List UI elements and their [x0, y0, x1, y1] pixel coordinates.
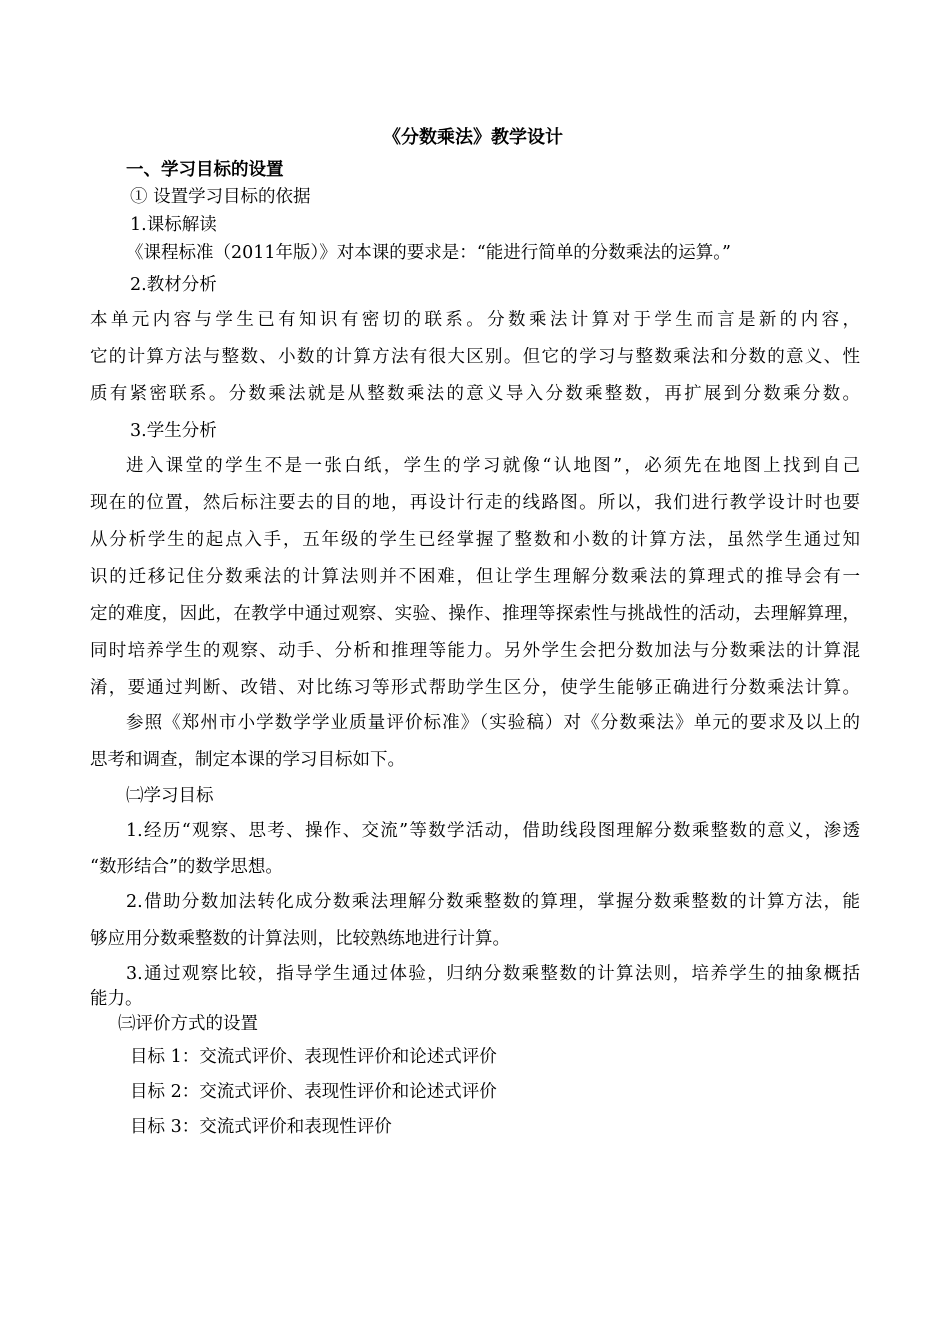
paragraph-line: 参照《郑州市小学数学学业质量评价标准》（实验稿）对《分数乘法》单元的要求及以上的	[126, 713, 860, 733]
goal-line: 2.借助分数加法转化成分数乘法理解分数乘整数的算理，掌握分数乘整数的计算方法，能	[126, 892, 860, 912]
paragraph-line: 定的难度，因此，在教学中通过观察、实验、操作、推理等探索性与挑战性的活动，去理解算理，	[90, 604, 860, 624]
paragraph-line: 识的迁移记住分数乘法的计算法则并不困难，但让学生理解分数乘法的算理式的推导会有一	[90, 567, 860, 587]
section-heading-learning-goals: 一、学习目标的设置	[126, 160, 284, 180]
subsection-heading-evaluation: ㈢评价方式的设置	[118, 1014, 258, 1034]
evaluation-item: 目标 2：交流式评价、表现性评价和论述式评价	[130, 1082, 497, 1102]
goal-line: 1.经历“观察、思考、操作、交流”等数学活动，借助线段图理解分数乘整数的意义，渗透	[126, 821, 860, 841]
paragraph-line: 它的计算方法与整数、小数的计算方法有很大区别。但它的学习与整数乘法和分数的意义、性	[90, 347, 860, 367]
evaluation-item: 目标 1：交流式评价、表现性评价和论述式评价	[130, 1047, 497, 1067]
paragraph-line: 进入课堂的学生不是一张白纸，学生的学习就像“认地图”，必须先在地图上找到自己	[126, 456, 860, 476]
goal-line: 够应用分数乘整数的计算法则，比较熟练地进行计算。	[90, 929, 510, 949]
paragraph-line: 淆，要通过判断、改错、对比练习等形式帮助学生区分，使学生能够正确进行分数乘法计算。	[90, 678, 860, 698]
goal-line: 3.通过观察比较，指导学生通过体验，归纳分数乘整数的计算法则，培养学生的抽象概括	[126, 964, 860, 984]
goal-line: “数形结合”的数学思想。	[90, 857, 283, 877]
goal-line: 能力。	[90, 989, 143, 1009]
item-heading-curriculum: 1.课标解读	[130, 215, 217, 235]
paragraph-line: 同时培养学生的观察、动手、分析和推理等能力。另外学生会把分数加法与分数乘法的计算混	[90, 641, 860, 661]
paragraph-line: 质有紧密联系。分数乘法就是从整数乘法的意义导入分数乘整数，再扩展到分数乘分数。	[90, 384, 860, 404]
item-heading-students: 3.学生分析	[130, 421, 217, 441]
evaluation-item: 目标 3：交流式评价和表现性评价	[130, 1117, 392, 1137]
document-title: 《分数乘法》教学设计	[383, 127, 563, 148]
paragraph-line: 思考和调查，制定本课的学习目标如下。	[90, 750, 405, 770]
paragraph-line: 从分析学生的起点入手，五年级的学生已经掌握了整数和小数的计算方法，虽然学生通过知	[90, 530, 860, 550]
item-heading-textbook: 2.教材分析	[130, 275, 217, 295]
subsection-heading-basis: ① 设置学习目标的依据	[130, 187, 311, 207]
subsection-heading-goals: ㈡学习目标	[126, 786, 214, 806]
curriculum-text: 《课程标准（2011年版）》对本课的要求是：“能进行简单的分数乘法的运算。”	[126, 243, 731, 263]
paragraph-line: 现在的位置，然后标注要去的目的地，再设计行走的线路图。所以，我们进行教学设计时也要	[90, 493, 860, 513]
paragraph-line: 本单元内容与学生已有知识有密切的联系。分数乘法计算对于学生而言是新的内容，	[90, 310, 860, 330]
